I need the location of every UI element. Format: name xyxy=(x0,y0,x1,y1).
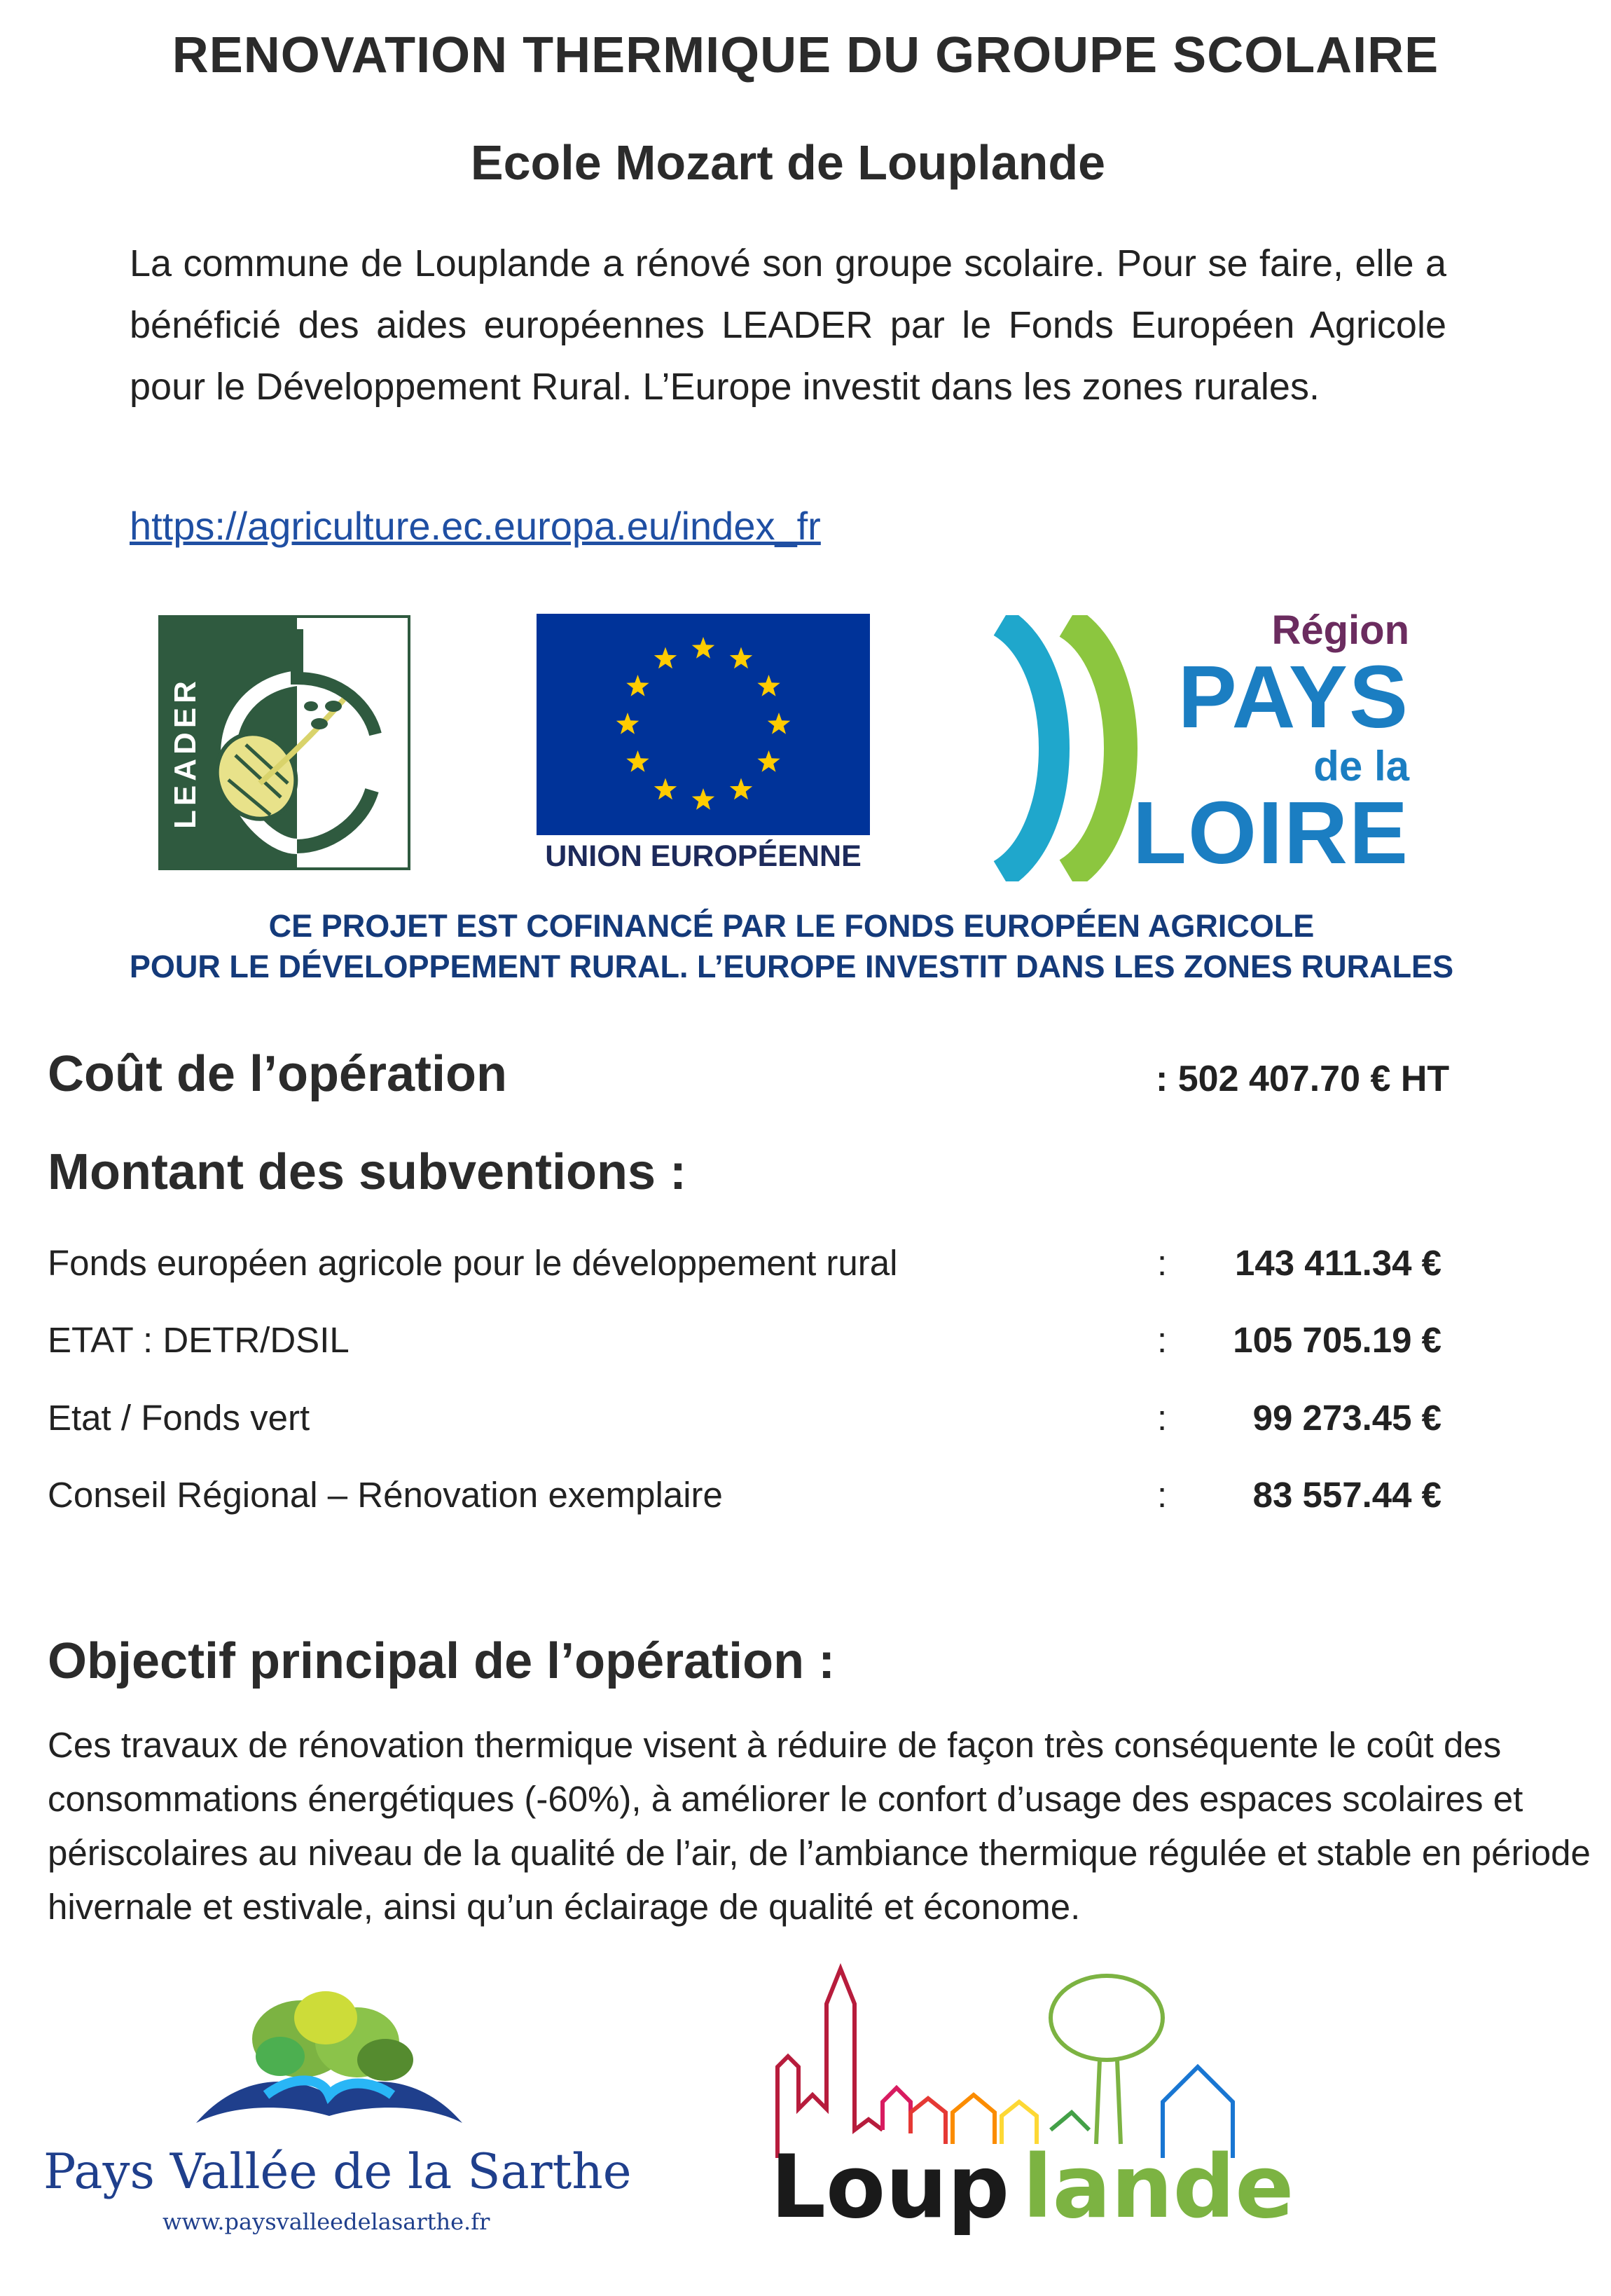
leader-label: LEADER xyxy=(168,677,202,829)
cost-label: Coût de l’opération xyxy=(48,1046,507,1102)
eu-star xyxy=(730,647,752,669)
region-dela-label: de la xyxy=(1313,743,1409,790)
subsidy-row xyxy=(48,1242,1441,1291)
eu-star xyxy=(654,647,677,669)
pvs-url: www.paysvalleedelasarthe.fr xyxy=(163,2208,490,2235)
intro-paragraph: La commune de Louplande a rénové son groupe scolaire. Pour se faire, elle a bénéficié des aides européennes LEADER par le Fonds Européen Agricole pour le Développement Rural. L’Europe investit dans les zones rurales. xyxy=(130,242,1446,408)
objective-heading: Objectif principal de l’opération : xyxy=(48,1633,836,1689)
eu-star xyxy=(692,637,714,659)
subsidy-row xyxy=(48,1474,1441,1523)
region-loire-label: LOIRE xyxy=(1132,783,1409,882)
eu-star xyxy=(626,675,649,696)
subsidy-label: Conseil Régional – Rénovation exemplaire xyxy=(48,1475,723,1515)
eu-star xyxy=(757,750,780,772)
eu-star xyxy=(692,788,714,810)
louplande-text-a: Loup xyxy=(770,2137,1010,2238)
pvs-name: Pays Vallée de la Sarthe xyxy=(43,2144,632,2200)
subsidy-label: ETAT : DETR/DSIL xyxy=(48,1320,350,1360)
eu-star xyxy=(616,713,639,734)
subsidies-heading: Montant des subventions : xyxy=(48,1144,687,1200)
subsidy-row xyxy=(48,1397,1441,1446)
subsidy-amount: 105 705.19 € xyxy=(1233,1320,1441,1360)
document-title: RENOVATION THERMIQUE DU GROUPE SCOLAIRE xyxy=(172,27,1439,83)
eu-star xyxy=(654,778,677,800)
subsidy-colon: : xyxy=(1157,1320,1168,1360)
eu-star xyxy=(626,750,649,772)
region-small-label: Région xyxy=(1271,607,1409,653)
subsidy-label: Fonds européen agricole pour le développement rural xyxy=(48,1243,898,1283)
objective-paragraph: Ces travaux de rénovation thermique visent à réduire de façon très conséquente le coût des consommations énergétiques (-60%), à améliorer le confort d’usage des espaces scolaires et périscolaires au niveau de la qualité de l’air, de l’ambiance thermique régulée et stable en période hivernale et estivale, ainsi qu’un éclairage de qualité et économe. xyxy=(48,1725,1591,1927)
cofinancement-line-1: CE PROJET EST COFINANCÉ PAR LE FONDS EUROPÉEN AGRICOLE xyxy=(268,908,1315,944)
subsidy-amount: 143 411.34 € xyxy=(1235,1243,1441,1283)
document-subtitle: Ecole Mozart de Louplande xyxy=(470,135,1106,190)
subsidy-colon: : xyxy=(1157,1475,1168,1515)
pvs-logo xyxy=(182,1990,476,2137)
subsidy-colon: : xyxy=(1157,1243,1168,1283)
subsidy-colon: : xyxy=(1157,1398,1168,1438)
eu-star xyxy=(757,675,780,696)
eu-logo xyxy=(537,614,870,879)
eu-stars xyxy=(537,614,870,835)
louplande-text-b: lande xyxy=(1023,2137,1294,2238)
louplande-logo xyxy=(770,1962,1294,2242)
cost-value: : 502 407.70 € HT xyxy=(1156,1059,1450,1099)
subsidy-row xyxy=(48,1319,1441,1368)
subsidy-label: Etat / Fonds vert xyxy=(48,1398,310,1438)
region-pays-label: PAYS xyxy=(1177,647,1409,746)
europa-link[interactable]: https://agriculture.ec.europa.eu/index_fr xyxy=(130,504,821,548)
subsidy-amount: 99 273.45 € xyxy=(1252,1398,1441,1438)
eu-label: UNION EUROPÉENNE xyxy=(545,839,862,873)
region-logo xyxy=(988,607,1436,884)
leader-logo xyxy=(158,615,410,870)
eu-star xyxy=(730,778,752,800)
eu-star xyxy=(768,713,790,734)
subsidy-amount: 83 557.44 € xyxy=(1252,1475,1441,1515)
cofinancement-line-2: POUR LE DÉVELOPPEMENT RURAL. L’EUROPE INVESTIT DANS LES ZONES RURALES xyxy=(129,949,1454,984)
